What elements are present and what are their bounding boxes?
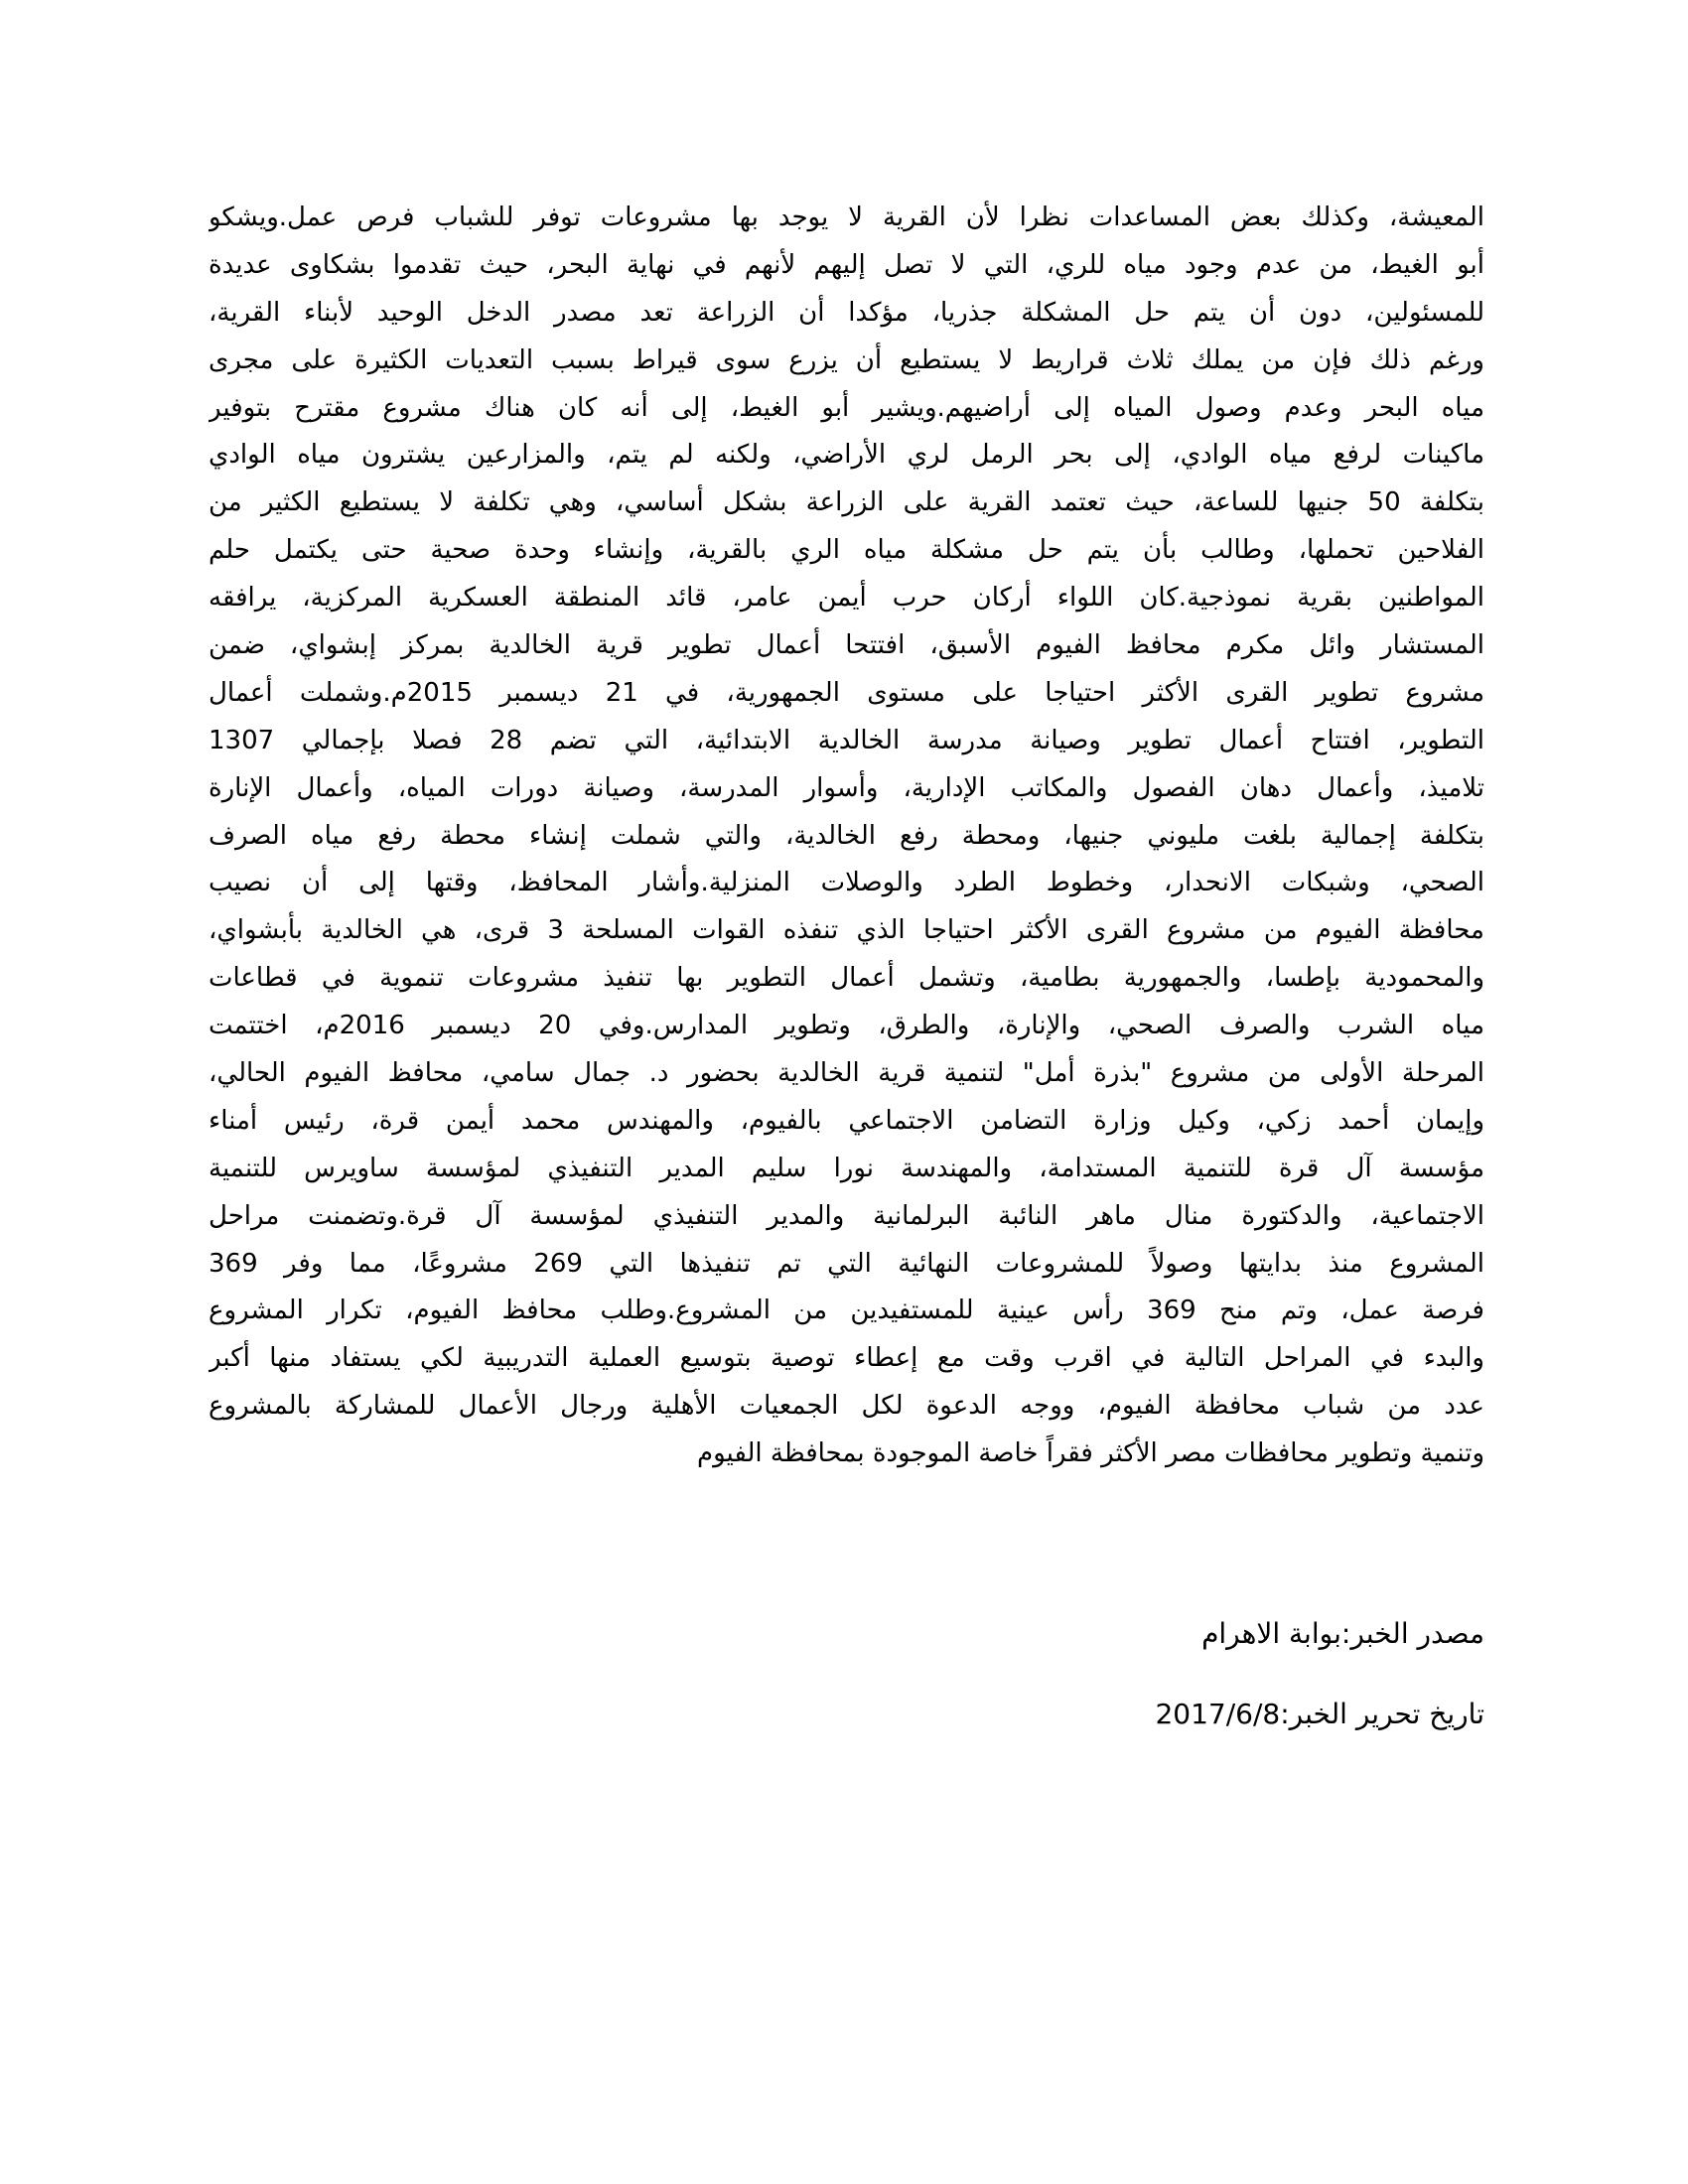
article-line: للمسئولين، دون أن يتم حل المشكلة جذريا، مؤكدا أن الزراعة تعد مصدر الدخل الوحيد لأبناء القرية،	[209, 297, 1484, 328]
article-line: التطوير، افتتاح أعمال تطوير وصيانة مدرسة الخالدية الابتدائية، التي تضم 28 فصلا بإجمالي 1307	[209, 725, 1484, 755]
article-line: مياه البحر وعدم وصول المياه إلى أراضيهم.ويشير أبو الغيط، إلى أنه كان هناك مشروع مقترح بتوفير	[209, 392, 1484, 423]
article-line: تلاميذ، وأعمال دهان الفصول والمكاتب الإدارية، وأسوار المدرسة، وصيانة دورات المياه، وأعمال الإنارة	[209, 772, 1484, 803]
article-line: الصحي، وشبكات الانحدار، وخطوط الطرد والوصلات المنزلية.وأشار المحافظ، وقتها إلى أن نصيب	[209, 868, 1484, 898]
article-line: الفلاحين تحملها، وطالب بأن يتم حل مشكلة مياه الري بالقرية، وإنشاء وحدة صحية حتى يكتمل حلم	[209, 535, 1484, 566]
article-line: وإيمان أحمد زكي، وكيل وزارة التضامن الاجتماعي بالفيوم، والمهندس محمد أيمن قرة، رئيس أمناء	[209, 1105, 1484, 1136]
article-line: فرصة عمل، وتم منح 369 رأس عينية للمستفيدين من المشروع.وطلب محافظ الفيوم، تكرار المشروع	[209, 1296, 1484, 1326]
news-source-line: مصدر الخبر:بوابة الاهرام	[1201, 1617, 1484, 1650]
article-line: المواطنين بقرية نموذجية.كان اللواء أركان حرب أيمن عامر، قائد المنطقة العسكرية المركزية، يرافقه	[209, 583, 1484, 614]
article-line: والبدء في المراحل التالية في اقرب وقت مع إعطاء توصية بتوسيع العملية التدريبية لكي يستفاد منها أكبر	[209, 1343, 1484, 1374]
article-line: مشروع تطوير القرى الأكثر احتياجا على مستوى الجمهورية، في 21 ديسمبر 2015م.وشملت أعمال	[209, 677, 1484, 708]
article-line: المعيشة، وكذلك بعض المساعدات نظرا لأن القرية لا يوجد بها مشروعات توفر للشباب فرص عمل.ويشكو	[209, 203, 1484, 232]
article-line-last: وتنمية وتطوير محافظات مصر الأكثر فقراً خاصة الموجودة بمحافظة الفيوم	[696, 1438, 1484, 1469]
article-line: بتكلفة إجمالية بلغت مليوني جنيها، ومحطة رفع الخالدية، والتي شملت إنشاء محطة رفع مياه الصرف	[209, 820, 1484, 851]
article-line: والمحمودية بإطسا، والجمهورية بطامية، وتشمل أعمال التطوير بها تنفيذ مشروعات تنموية في قطاعات	[209, 963, 1484, 994]
article-line: محافظة الفيوم من مشروع القرى الأكثر احتياجا الذي تنفذه القوات المسلحة 3 قرى، هي الخالدية بأبشواي،	[209, 915, 1484, 946]
article-line: عدد من شباب محافظة الفيوم، ووجه الدعوة لكل الجمعيات الأهلية ورجال الأعمال للمشاركة بالمشروع	[209, 1391, 1484, 1422]
article-line: المستشار وائل مكرم محافظ الفيوم الأسبق، افتتحا أعمال تطوير قرية الخالدية بمركز إبشواي، ضمن	[209, 630, 1484, 661]
article-line: المرحلة الأولى من مشروع "بذرة أمل" لتنمية قرية الخالدية بحضور د. جمال سامي، محافظ الفيوم الحالي،	[209, 1058, 1484, 1089]
article-line: الاجتماعية، والدكتورة منال ماهر النائبة البرلمانية والمدير التنفيذي لمؤسسة آل قرة.وتضمنت مراحل	[209, 1200, 1484, 1231]
article-line: المشروع منذ بدايتها وصولاً للمشروعات النهائية التي تم تنفيذها التي 269 مشروعًا، مما وفر 369	[209, 1248, 1484, 1279]
article-line: مؤسسة آل قرة للتنمية المستدامة، والمهندسة نورا سليم المدير التنفيذي لمؤسسة ساويرس للتنمية	[209, 1153, 1484, 1183]
article-line: ماكينات لرفع مياه الوادي، إلى بحر الرمل لري الأراضي، ولكنه لم يتم، والمزارعين يشترون مياه الوادي	[209, 440, 1484, 471]
article-body	[209, 195, 1484, 1478]
news-date-line: تاريخ تحرير الخبر:2017/6/8	[1155, 1698, 1484, 1730]
article-line: بتكلفة 50 جنيها للساعة، حيث تعتمد القرية على الزراعة بشكل أساسي، وهي تكلفة لا يستطيع الكثير من	[209, 487, 1484, 518]
article-line: ورغم ذلك فإن من يملك ثلاث قراريط لا يستطيع أن يزرع سوى قيراط بسبب التعديات الكثيرة على مجرى	[209, 344, 1484, 375]
article-line: مياه الشرب والصرف الصحي، والإنارة، والطرق، وتطوير المدارس.وفي 20 ديسمبر 2016م، اختتمت	[209, 1011, 1484, 1041]
article-line: أبو الغيط، من عدم وجود مياه للري، التي لا تصل إليهم لأنهم في نهاية البحر، حيث تقدموا بشكاوى عديدة	[209, 249, 1484, 280]
